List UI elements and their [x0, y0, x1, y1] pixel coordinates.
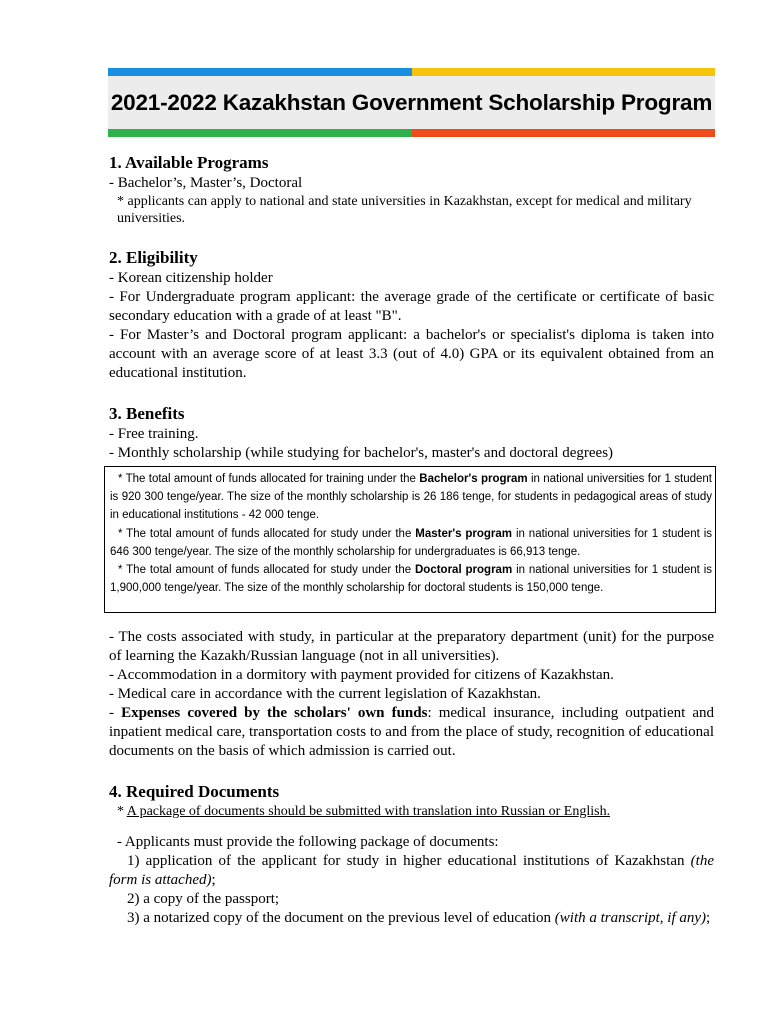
- document-item-3: 3) a notarized copy of the document on the previous level of education (with a transcript, if any);: [127, 910, 711, 926]
- banner-bar-red: [412, 129, 715, 137]
- banner-bar-yellow: [412, 68, 715, 76]
- section-2-heading: 2. Eligibility: [109, 248, 198, 267]
- eligibility-citizenship: - Korean citizenship holder: [109, 270, 273, 286]
- benefit-medical: - Medical care in accordance with the current legislation of Kazakhstan.: [109, 686, 541, 702]
- programs-list: - Bachelor’s, Master’s, Doctoral: [109, 175, 303, 191]
- title-banner: [108, 68, 715, 138]
- section-4-heading: 4. Required Documents: [109, 782, 280, 801]
- banner-bar-blue: [108, 68, 412, 76]
- eligibility-graduate: - For Master’s and Doctoral program applicant: a bachelor's or specialist's diploma is taken into account with an average score of at least 3.3 (out of 4.0) GPA or its equivalent obtained from an educational institution.: [109, 327, 714, 381]
- bachelor-amount-note: * The total amount of funds allocated for training under the Bachelor's program in national universities for 1 student is 920 300 tenge/year. The size of the monthly scholarship is 26 186 tenge, for students in pedagogical areas of study in educational institutions - 42 000 tenge.: [110, 473, 712, 522]
- benefit-accommodation: - Accommodation in a dormitory with payment provided for citizens of Kazakhstan.: [109, 667, 614, 683]
- benefit-language-costs: - The costs associated with study, in particular at the preparatory department (unit) for the purpose of learning the Kazakh/Russian language (not in all universities).: [109, 629, 714, 664]
- benefit-free-training: - Free training.: [109, 426, 199, 442]
- document-body: [109, 152, 714, 463]
- document-body-continued: [109, 628, 714, 928]
- master-amount-note: * The total amount of funds allocated for study under the Master's program in national universities for 1 student is 646 300 tenge/year. The size of the monthly scholarship for undergraduates is 66,913 tenge.: [110, 527, 713, 558]
- banner-bar-green: [108, 129, 412, 137]
- scholarship-amounts-box: [104, 466, 716, 613]
- documents-note: * A package of documents should be submitted with translation into Russian or English.: [117, 804, 611, 819]
- page-title: 2021-2022 Kazakhstan Government Scholarship Program: [110, 89, 713, 115]
- benefit-monthly-scholarship: - Monthly scholarship (while studying for bachelor's, master's and doctoral degrees): [109, 445, 614, 461]
- doctoral-amount-note: * The total amount of funds allocated for study under the Doctoral program in national universities for 1 student is 1,900,000 tenge/year. The size of the monthly scholarship for doctoral students is 150,000 tenge.: [110, 564, 712, 595]
- programs-note: * applicants can apply to national and state universities in Kazakhstan, except for medical and military universities.: [117, 194, 692, 226]
- own-expenses: - Expenses covered by the scholars' own funds: medical insurance, including outpatient and inpatient medical care, transportation costs to and from the place of study, recognition of educational documents on the basis of which admission is carried out.: [109, 705, 715, 759]
- title-box: [108, 76, 715, 129]
- document-item-1: 1) application of the applicant for study in higher educational institutions of Kazakhstan (the form is attached);: [109, 853, 714, 888]
- documents-intro: - Applicants must provide the following package of documents:: [117, 834, 499, 850]
- section-1-heading: 1. Available Programs: [109, 153, 269, 172]
- section-3-heading: 3. Benefits: [109, 404, 185, 423]
- document-item-2: 2) a copy of the passport;: [127, 891, 280, 907]
- eligibility-undergraduate: - For Undergraduate program applicant: the average grade of the certificate or certificate of basic secondary education with a grade of at least "B".: [109, 289, 714, 324]
